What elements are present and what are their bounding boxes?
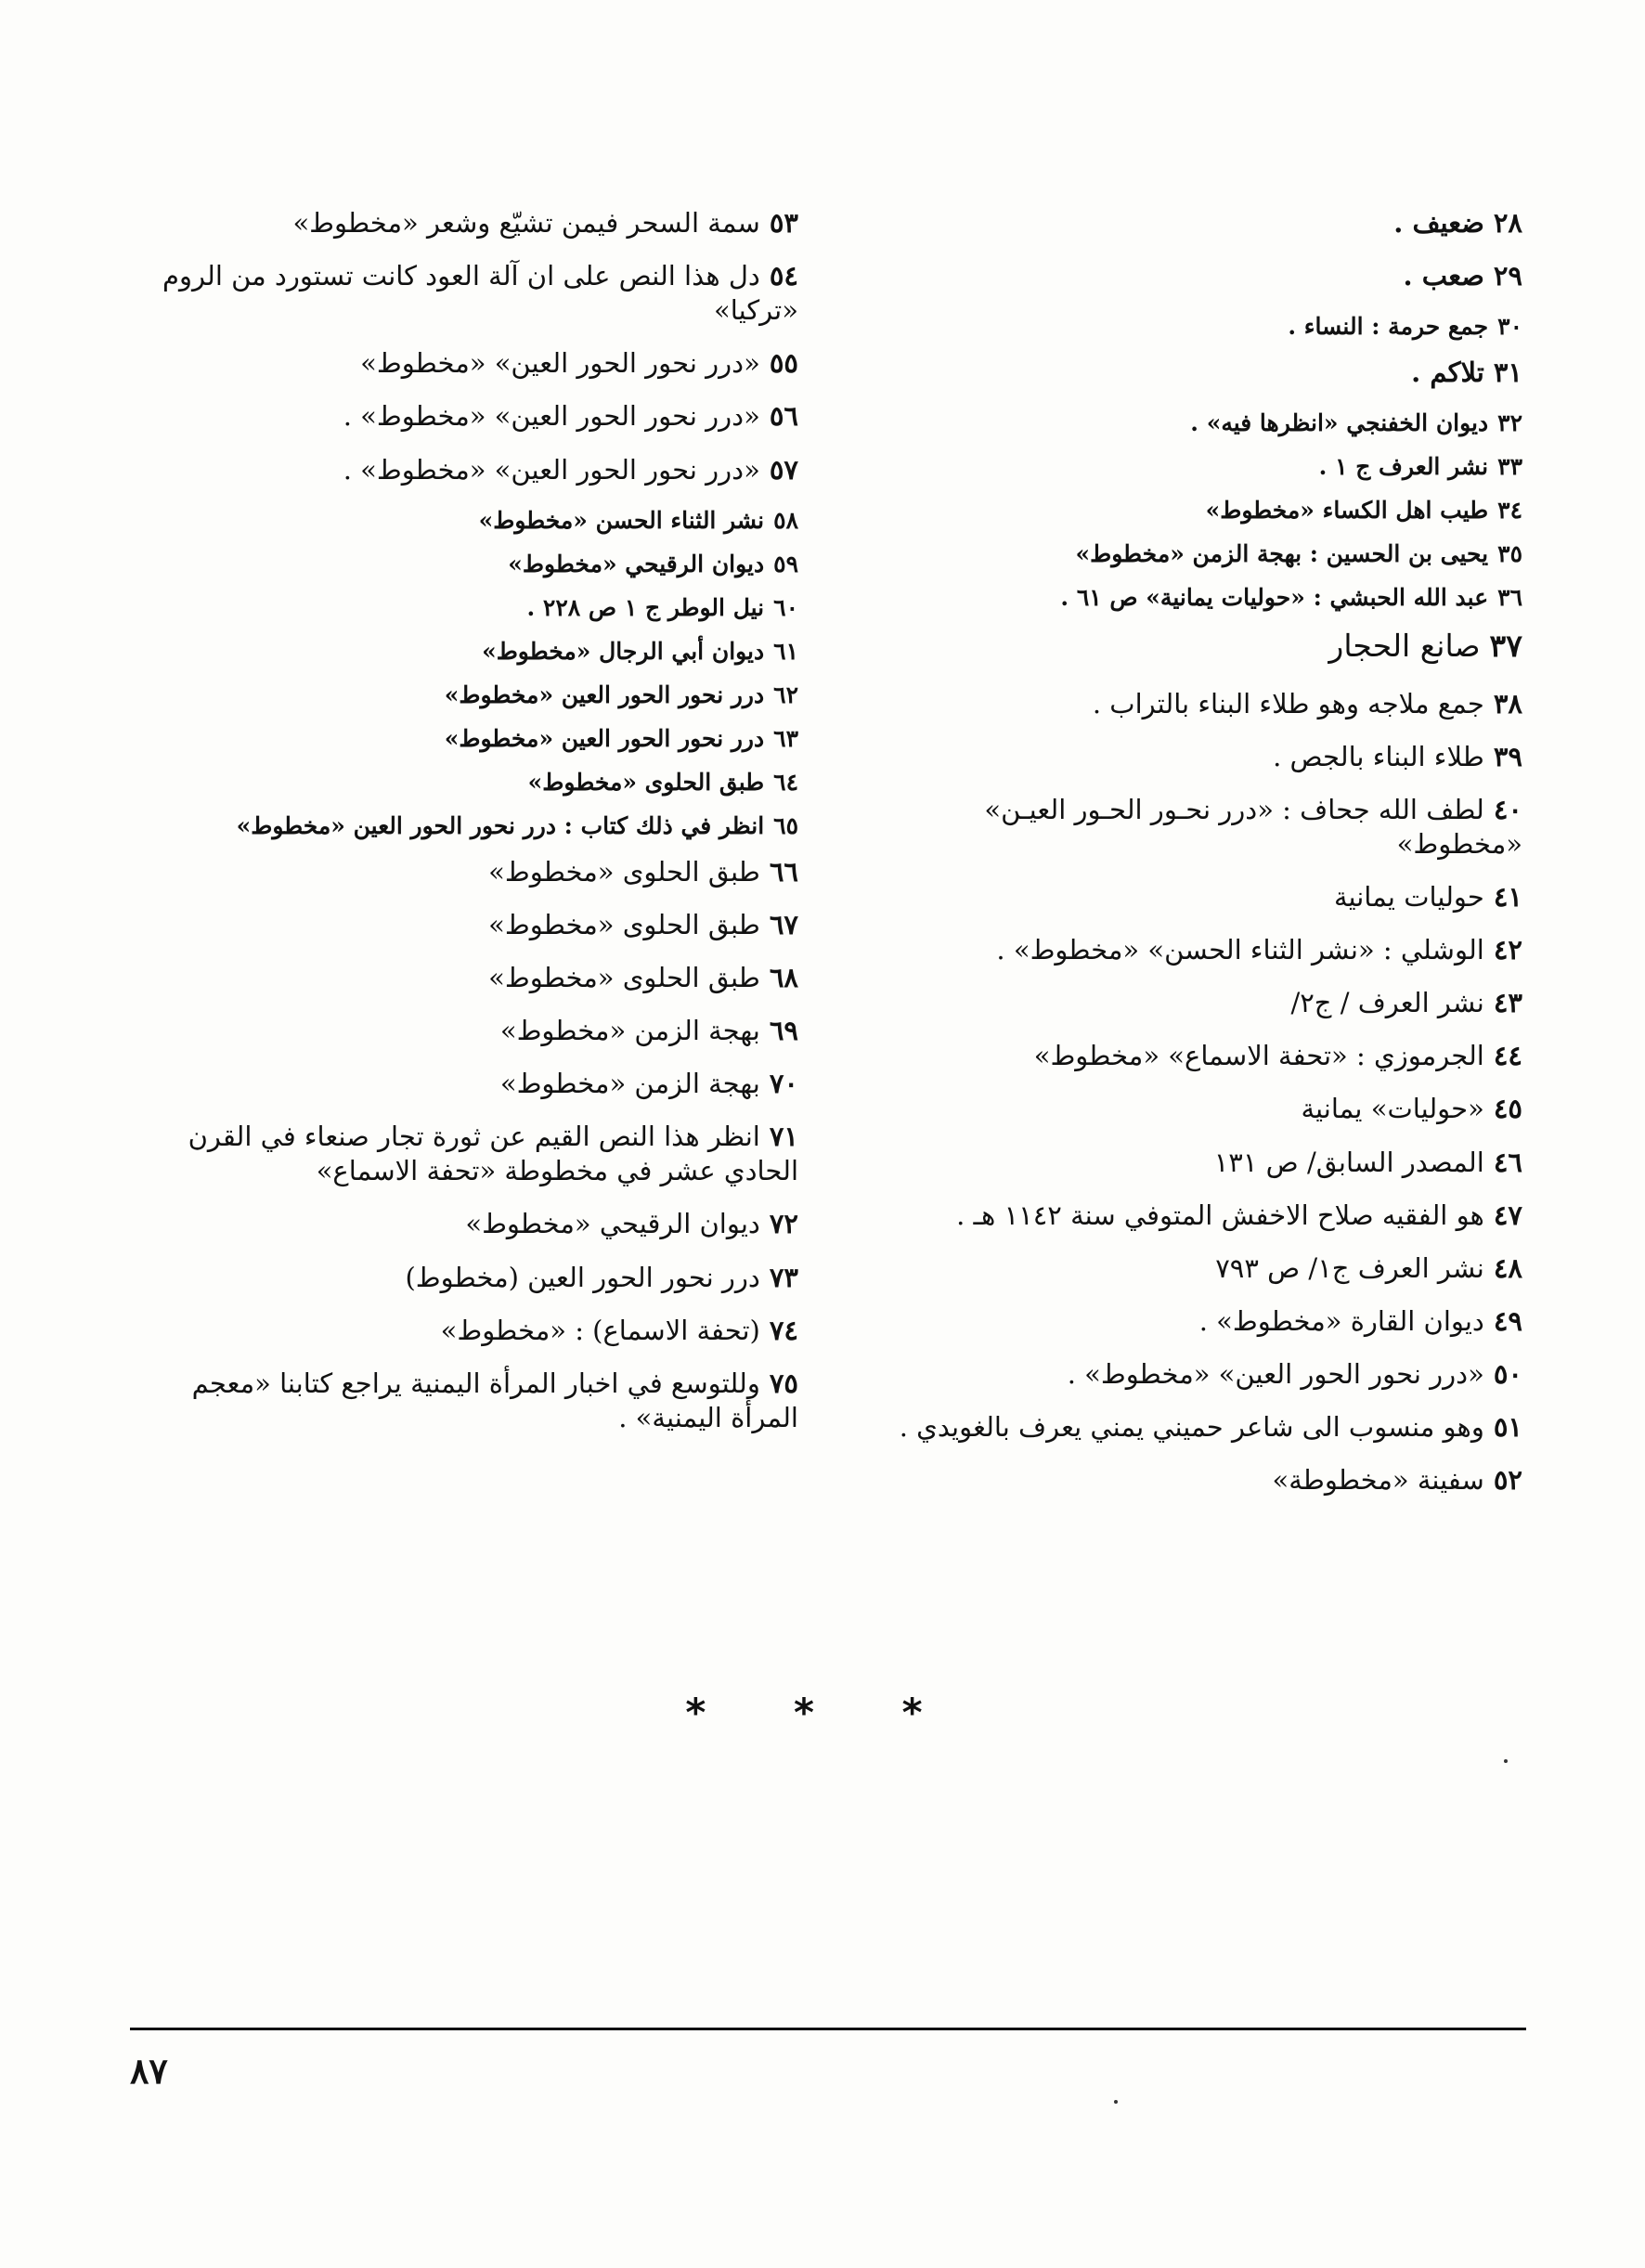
footnote-text: ديوان أبي الرجال «مخطوط» <box>482 637 765 665</box>
footnote-text: (تحفة الاسماع) : «مخطوط» <box>440 1314 760 1346</box>
scan-speck <box>1504 1759 1508 1763</box>
footnote-number: ٧٤ <box>769 1314 798 1346</box>
footnote-text: المصدر السابق/ ص ١٣١ <box>1213 1146 1484 1178</box>
footnote-number: ٦١ <box>773 637 798 665</box>
footnote <box>149 855 798 889</box>
footnote <box>873 583 1522 613</box>
footnote-text: صعب . <box>1403 260 1484 292</box>
footnote-text: طيب اهل الكساء «مخطوط» <box>1205 497 1489 525</box>
footnote-text: نشر الثناء الحسن «مخطوط» <box>478 506 765 534</box>
footnote-text: نشر العرف ج ١ . <box>1318 453 1489 481</box>
footnote-text: نشر العرف ج١/ ص ٧٩٣ <box>1215 1251 1484 1284</box>
footnote <box>873 496 1522 525</box>
footnote-text: طبق الحلوى «مخطوط» <box>488 855 760 888</box>
footnote <box>149 346 798 381</box>
footnote-text: ديوان الرقيحي «مخطوط» <box>508 550 765 577</box>
footnote <box>149 637 798 667</box>
footnote-number: ٤٥ <box>1493 1093 1522 1125</box>
footnote <box>873 1463 1522 1497</box>
footnote-number: ٣٥ <box>1497 540 1522 568</box>
footnote <box>873 793 1522 862</box>
footnote-text: طبق الحلوى «مخطوط» <box>527 768 765 796</box>
footnote <box>873 206 1522 240</box>
footnote-text: طبق الحلوى «مخطوط» <box>488 908 760 940</box>
footnote <box>149 961 798 995</box>
footnote-number: ٣٦ <box>1497 584 1522 612</box>
footnote-number: ٥٦ <box>769 400 798 433</box>
footnote-number: ٦٠ <box>773 593 798 621</box>
footnote <box>873 1092 1522 1126</box>
footnote-number: ٣٩ <box>1493 740 1522 772</box>
footnotes-right-column <box>873 206 1522 1516</box>
footnote-text: طبق الحلوى «مخطوط» <box>488 961 760 993</box>
footnote <box>149 1367 798 1435</box>
footnote-number: ٣١ <box>1493 356 1522 389</box>
footnote-number: ٦٦ <box>769 855 798 888</box>
footnote-text: عبد الله الحبشي : «حوليات يمانية» ص ٦١ . <box>1060 584 1489 612</box>
footnote-number: ٣٢ <box>1497 409 1522 437</box>
footnote-text: حوليات يمانية <box>1333 881 1484 913</box>
footnote-text: درر نحور الحور العين «مخطوط» <box>444 724 765 752</box>
footnote <box>149 259 798 328</box>
footnotes-left-column <box>149 206 798 1454</box>
footnote-text: انظر في ذلك كتاب : درر نحور الحور العين «مخطوط» <box>236 811 765 839</box>
footnote-text: لطف الله جحاف : «درر نحـور الحـور العيـن» «مخطوط» <box>984 793 1522 860</box>
footnote-number: ٤٤ <box>1493 1040 1522 1072</box>
footnote <box>873 408 1522 438</box>
footnote <box>149 1014 798 1048</box>
footnote-text: «درر نحور الحور العين» «مخطوط» . <box>343 453 760 486</box>
footnote-text: «حوليات» يمانية <box>1301 1093 1484 1125</box>
footnote-text: جمع حرمة : النساء . <box>1288 313 1489 341</box>
footnote-number: ٦٨ <box>769 961 798 993</box>
footnote <box>873 356 1522 390</box>
footnote-number: ٣٠ <box>1497 313 1522 341</box>
footnote-number: ٣٨ <box>1493 687 1522 719</box>
footnote-text: درر نحور الحور العين (مخطوط) <box>405 1261 760 1293</box>
footnote <box>873 687 1522 721</box>
footnote-number: ٦٩ <box>769 1014 798 1046</box>
footnote <box>873 539 1522 569</box>
footnote-text: دل هذا النص على ان آلة العود كانت تستورد من الروم «تركيا» <box>162 260 798 327</box>
footnote <box>873 452 1522 482</box>
footnote-text: صانع الحجار <box>1328 628 1481 665</box>
footnote-number: ٦٢ <box>773 680 798 708</box>
footnote <box>149 1067 798 1101</box>
footnote-number: ٦٣ <box>773 724 798 752</box>
footnote-number: ٧٠ <box>769 1068 798 1100</box>
footnote-number: ٦٧ <box>769 908 798 940</box>
footnote-text: «درر نحور الحور العين» «مخطوط» . <box>343 400 760 433</box>
footnote <box>873 986 1522 1020</box>
footnote-text: الوشلي : «نشر الثناء الحسن» «مخطوط» . <box>996 934 1484 966</box>
footnote <box>873 1304 1522 1339</box>
footnote-text: «درر نحور الحور العين» «مخطوط» . <box>1067 1357 1484 1390</box>
footnote-number: ٧٥ <box>769 1367 798 1399</box>
footnote-text: نشر العرف / ج٢/ <box>1290 987 1484 1019</box>
footnote-number: ٤٢ <box>1493 934 1522 966</box>
footnote-text: سفينة «مخطوطة» <box>1272 1464 1484 1497</box>
footnote-text: بهجة الزمن «مخطوط» <box>499 1068 760 1100</box>
footnote-text: طلاء البناء بالجص . <box>1273 740 1484 772</box>
footnote <box>149 206 798 240</box>
footnote-text: ديوان القارة «مخطوط» . <box>1198 1304 1484 1337</box>
footnote-text: سمة السحر فيمن تشيّع وشعر «مخطوط» <box>292 207 760 239</box>
footnote-number: ٤٦ <box>1493 1146 1522 1178</box>
footnote-text: جمع ملاجه وهو طلاء البناء بالتراب . <box>1092 687 1484 719</box>
footnote <box>873 1410 1522 1445</box>
footnote-number: ٦٤ <box>773 768 798 796</box>
footnote-number: ٧٢ <box>769 1208 798 1240</box>
footnote-text: نيل الوطر ج ١ ص ٢٢٨ . <box>526 593 765 621</box>
footnote <box>149 1261 798 1295</box>
footnote-text: ديوان الرقيحي «مخطوط» <box>465 1208 760 1240</box>
footnote-number: ٧١ <box>769 1121 798 1153</box>
footnote-number: ٣٤ <box>1497 497 1522 525</box>
footnote-text: انظر هذا النص القيم عن ثورة تجار صنعاء في القرن الحادي عشر في مخطوطة «تحفة الاسماع» <box>188 1121 798 1187</box>
footnote <box>149 1207 798 1241</box>
footnote <box>873 1039 1522 1073</box>
footnote-text: ديوان الخفنجي «انظرها فيه» . <box>1190 409 1489 437</box>
footnote <box>873 259 1522 293</box>
footnote-text: وهو منسوب الى شاعر حميني يمني يعرف بالغويدي . <box>899 1411 1484 1444</box>
footnote <box>873 1357 1522 1392</box>
footnote-number: ٥٨ <box>773 506 798 534</box>
footnote-number: ٤٩ <box>1493 1304 1522 1337</box>
page-number: ٨٧ <box>130 2050 168 2092</box>
footnote-text: بهجة الزمن «مخطوط» <box>499 1014 760 1046</box>
footnote <box>149 506 798 536</box>
footnote <box>149 908 798 942</box>
footnote <box>149 1314 798 1348</box>
footnote <box>149 593 798 623</box>
section-separator: * * * <box>685 1690 960 1735</box>
footnote-text: تلاكم . <box>1411 356 1484 389</box>
footnote <box>873 1199 1522 1233</box>
footnote-number: ٦٥ <box>773 811 798 839</box>
footnote <box>149 768 798 797</box>
footnote <box>149 453 798 487</box>
footnote-number: ٢٩ <box>1493 260 1522 292</box>
footnote-text: هو الفقيه صلاح الاخفش المتوفي سنة ١١٤٢ هـ . <box>956 1199 1484 1231</box>
footnote <box>873 627 1522 666</box>
footnote-number: ٥٢ <box>1493 1464 1522 1497</box>
footer-rule <box>130 2028 1526 2030</box>
footnote-number: ٤٧ <box>1493 1199 1522 1231</box>
footnote <box>149 811 798 841</box>
footnote <box>149 1120 798 1188</box>
footnote-number: ٥٥ <box>769 347 798 380</box>
footnote-number: ٥٠ <box>1493 1357 1522 1390</box>
footnote <box>873 1146 1522 1180</box>
footnote-number: ٤٠ <box>1493 793 1522 825</box>
footnote-text: «درر نحور الحور العين» «مخطوط» <box>360 347 760 380</box>
footnote-number: ٤٨ <box>1493 1251 1522 1284</box>
footnote-number: ٤١ <box>1493 881 1522 913</box>
footnote <box>873 740 1522 774</box>
footnote-text: ضعيف . <box>1393 207 1484 239</box>
footnote-number: ٥٩ <box>773 550 798 577</box>
footnote-text: درر نحور الحور العين «مخطوط» <box>444 680 765 708</box>
scan-speck <box>1114 2100 1118 2104</box>
footnote-number: ٥٣ <box>769 207 798 239</box>
footnote <box>873 933 1522 967</box>
footnote-number: ٣٣ <box>1497 453 1522 481</box>
footnote-number: ٥١ <box>1493 1411 1522 1444</box>
footnote <box>873 1251 1522 1286</box>
footnote <box>149 680 798 710</box>
footnote-number: ٥٤ <box>769 260 798 292</box>
footnote-text: الجرموزي : «تحفة الاسماع» «مخطوط» <box>1033 1040 1484 1072</box>
footnote-number: ٥٧ <box>769 453 798 486</box>
footnote-number: ٤٣ <box>1493 987 1522 1019</box>
footnote-text: يحيى بن الحسين : بهجة الزمن «مخطوط» <box>1075 540 1489 568</box>
footnote <box>149 399 798 434</box>
footnote-number: ٢٨ <box>1493 207 1522 239</box>
footnote <box>873 312 1522 342</box>
footnote-text: وللتوسع في اخبار المرأة اليمنية يراجع كتابنا «معجم المرأة اليمنية» . <box>191 1367 798 1433</box>
footnote <box>149 724 798 754</box>
footnote <box>873 880 1522 914</box>
footnote-number: ٧٣ <box>769 1261 798 1293</box>
footnote <box>149 550 798 579</box>
footnote-number: ٣٧ <box>1489 628 1522 665</box>
